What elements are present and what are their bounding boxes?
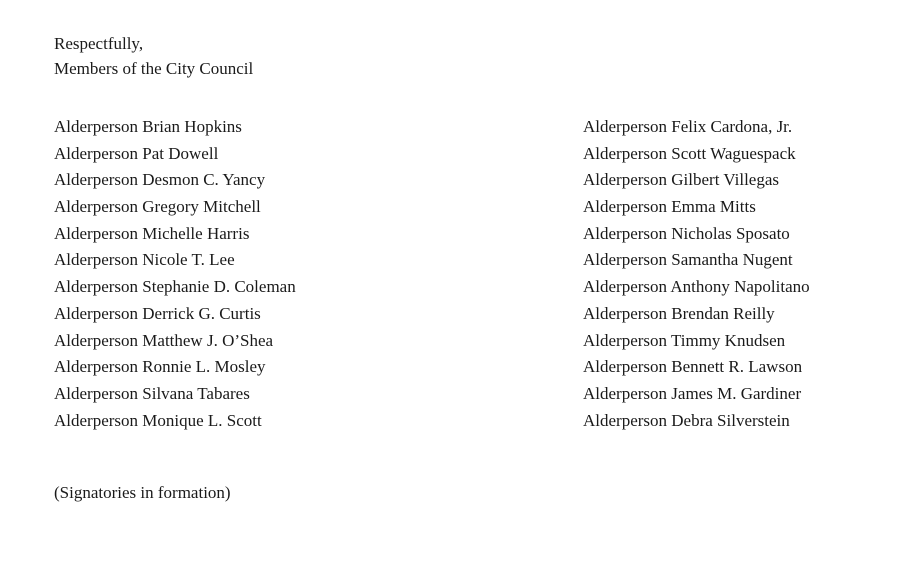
signatory-name: Alderperson Brian Hopkins <box>54 117 242 136</box>
signatories-note: (Signatories in formation) <box>54 483 231 502</box>
signatory-name: Alderperson James M. Gardiner <box>583 383 802 403</box>
signatory-name: Alderperson Samantha Nugent <box>583 250 793 270</box>
signatory-name: Alderperson Stephanie D. Coleman <box>54 277 296 297</box>
signatory-name: Alderperson Bennett R. Lawson <box>583 357 803 377</box>
signatory-name: Alderperson Matthew J. O’Shea <box>54 330 274 350</box>
signatory-name: Alderperson Nicole T. Lee <box>54 250 235 270</box>
signatory-name: Alderperson Felix Cardona, Jr. <box>583 117 793 136</box>
signatory-name: Alderperson Scott Waguespack <box>583 143 796 163</box>
signatory-name: Alderperson Emma Mitts <box>583 197 756 217</box>
signatory-name: Alderperson Nicholas Sposato <box>583 223 790 243</box>
signatory-name: Alderperson Pat Dowell <box>54 143 219 163</box>
signatory-name: Alderperson Gregory Mitchell <box>54 197 261 217</box>
closing-salutation: Respectfully, <box>54 34 144 53</box>
closing-block <box>54 31 253 81</box>
signatory-name: Alderperson Ronnie L. Mosley <box>54 357 266 377</box>
signatory-name: Alderperson Desmon C. Yancy <box>54 170 266 190</box>
signatory-name: Alderperson Anthony Napolitano <box>583 277 810 297</box>
closing-signature: Members of the City Council <box>54 59 254 78</box>
signatory-name: Alderperson Gilbert Villegas <box>583 170 780 190</box>
signatory-list-left <box>54 116 296 436</box>
signatory-name: Alderperson Debra Silverstein <box>583 410 790 430</box>
signatory-name: Alderperson Derrick G. Curtis <box>54 303 261 323</box>
signatory-name: Alderperson Michelle Harris <box>54 223 250 243</box>
signatory-name: Alderperson Brendan Reilly <box>583 303 775 323</box>
signatory-name: Alderperson Monique L. Scott <box>54 410 262 430</box>
signatory-name: Alderperson Silvana Tabares <box>54 383 250 403</box>
signatory-name: Alderperson Timmy Knudsen <box>583 330 786 350</box>
signatory-list-right <box>583 116 810 436</box>
